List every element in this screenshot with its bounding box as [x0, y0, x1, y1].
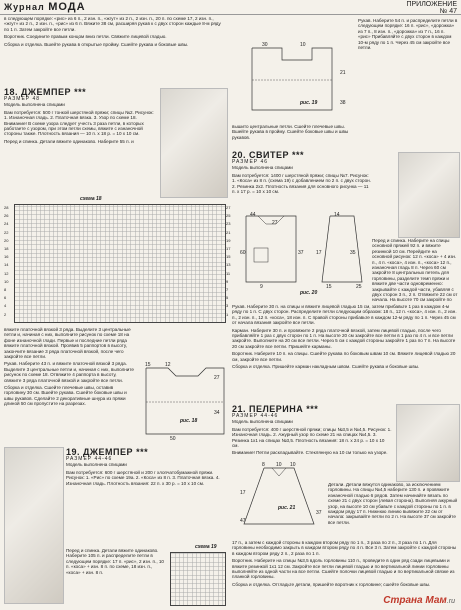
pattern-18-body: Вам потребуется: 500 г тонкой шерстяной пряжи; спицы №2. Рисунок: 1. Изнаночная гладь. 2. Платочная вязка. 3. Узор по схеме 18. Внимание! В схеме узора следует учесть 3 раза петли, в которых работаете с узором, при этом петли схемы, вяжите с изнаночной стороны также. Плотность вязания — 10 п. х 18 р. = 10 х 10 см.: [4, 109, 154, 137]
pattern-18-block: [4, 87, 154, 192]
pattern-20-body: Вам потребуется: 1400 г шерстяной пряжи; спицы №7. Рисунок: 1. «Коса» из 8 п. (схема 19) с добавлением по 2 п. с двух сторон. 2. Резинка 2х2. Плотность вязания для основного рисунка — 11 п. х 17 р. = 10 х 10 см.: [232, 172, 371, 195]
scheme-18-row-number-left: 10: [4, 278, 9, 284]
pattern-20-sleeve: Рукав. Наберите 30 п. на спицы и вяжите лицевой гладью 15 см, затем прибавьте 1 раз в каждом 4-м ряду по 1 п. С двух сторон. Распределите петли следующим образом: 18 п., 12 п. «коса», 4 изн. п., 2 изн. п., 2 изн. п., 12 п. «коса», 18 изн. п. С правой стороны прибавьте в каждом 12-м ряду по 1 п. Через 45 см от начала вязания закройте все петли.: [232, 304, 457, 326]
pattern-19-block: [66, 447, 226, 547]
pattern-18-design: Модель выполнена спицами: [4, 102, 65, 108]
scheme-18-row-number: 21: [226, 229, 231, 235]
scheme-18-row-number-left: 12: [4, 270, 9, 276]
scheme-18-row-number: 5: [226, 295, 229, 301]
scheme-18-row-number-left: 14: [4, 262, 9, 268]
pattern-20-assembly: Сборка и отделка. Пришейте карман накладным швом. Сшейте рукава и боковые швы.: [232, 364, 420, 370]
scheme-18-row-number: 3: [226, 303, 229, 309]
pattern-21-body: Вам потребуется: 400 г шерстяной пряжи; спицы №3,5 и №4,5. Рисунок: 1. Изнаночная гладь. 2. Ажурный узор по схеме 21 на спицах №4,5. 3. Резинка 1х1 на спицах №3,5. Плотность вязания: 18 п. х 24 р. = 10 х 10 см.: [232, 426, 392, 449]
pattern-18-size: РАЗМЕР 48: [4, 96, 41, 102]
scheme-18-row-number-left: 28: [4, 205, 9, 210]
pattern-21-design: Модель выполнена спицами: [232, 419, 293, 425]
assembly-instructions: Сборка и отделка. Вшейте рукава в открытые пройму. Сшейте рукава и боковые швы.: [4, 41, 189, 47]
scheme-18-row-number-left: 4: [4, 303, 7, 309]
figure-19-diagram: [232, 40, 342, 120]
scheme-18-row-number-left: 16: [4, 254, 9, 260]
pattern-18-front-back: Перед и спинка. Детали вяжите одинаково. Наберите 55 п. и: [4, 138, 134, 144]
figure-18-diagram: [138, 362, 226, 442]
collar-instructions: Воротник. Соедините правым концом вниз петли. Свяжите лицевой гладью.: [4, 34, 167, 40]
magazine-logo: Журнал МОДА: [4, 1, 86, 13]
pattern-21-title: 21. ПЕЛЕРИНА ***: [232, 404, 319, 414]
scheme-18-row-number: 23: [226, 221, 231, 227]
scheme-18-row-number-left: 2: [4, 311, 7, 317]
scheme-18-row-number: 7: [226, 287, 229, 292]
scheme-18-row-number: 27: [226, 205, 231, 210]
right-top-text: вышито центральные петли. Сшейте плечевые швы. Вшейте рукава в пройму. Сшейте боковые швы и швы рукавов.: [232, 124, 349, 140]
pattern-21-block: [232, 404, 392, 462]
page-header: [0, 0, 461, 15]
scheme-19-chart: [170, 552, 226, 606]
pattern-21-assembly: Сборка и отделка. Отгладьте детали, пришейте воротник к горловине; сшейте боковые швы.: [232, 581, 431, 587]
pattern-20-details: [232, 304, 458, 404]
pattern-20-design: Модель выполнена спицами: [232, 165, 293, 171]
pattern-18-sleeve: Рукав. Наберите 43 п. и вяжите платочной вязкой 3 ряда. Выделите 3 центральные петли и, начиная с них, выполните рисунок по схеме 18. Отвяжите 4 раппорта в высоту, свяжите 3 ряда платочной вязкой и закройте все петли.: [4, 361, 134, 383]
scheme-18-row-number: 17: [226, 246, 231, 251]
scheme-18-row-number: 9: [226, 278, 229, 284]
pattern-21-collar: Воротник. Наберите на спицы №3,5 вдоль горловины 110 п., проведите в один ряд сзади лицевыми и вяжите резинкой 1х1 12 см. Закройте все петли лицевой гладью и по вертикальной линии горловины выполняйте из одной части на все петли. Сшейте полочки лицевой гладью и по вертикальной связке из планкой горловины.: [232, 558, 455, 580]
scheme-18-row-number: 1: [226, 311, 229, 317]
scheme-18-row-number: 25: [226, 213, 231, 219]
scheme-18-row-number-left: 22: [4, 229, 9, 235]
pattern-20-photo: [398, 152, 460, 238]
scheme-18-label: схема 18: [80, 196, 102, 202]
scheme-18-row-number: 13: [226, 262, 231, 268]
scheme-18-row-number: 11: [226, 270, 231, 276]
pattern-20-block: [232, 150, 372, 212]
pattern-18-title: 18. ДЖЕМПЕР ***: [4, 87, 87, 97]
scheme-19-label: схема 19: [195, 544, 217, 550]
pattern-18-photo: [160, 88, 228, 198]
issue-info: ПРИЛОЖЕНИЕ № 47: [406, 1, 457, 15]
scheme-18-row-number-left: 8: [4, 287, 7, 292]
watermark: Страна Мам.ru: [383, 595, 455, 606]
pattern-19-sleeve: Рукав. Наберите 54 п. и распределите петли в следующем порядке: 16 п. «рис», «дорожка» из 7 п., 8 изн. п., «дорожка» из 7 п., 16 п. «рис» Прибавляйте с двух сторон в каждом 10-м ряду по 1 п. Через 45 см закройте все петли.: [358, 18, 458, 51]
sleeve-instructions-continued: в следующем порядке: «рис» из 6 п., 2 изн. п., «жгут» из 2 п., 2 изн. п., 20 п. по схеме 17, 2 изн. п., «жгут» из 2 п., 2 изн. п., «рис» из 6 п. Вяжите 38 см, расширяя рукав к с двух сторон каждые 8-м ряду по 1 п. Затем закройте все петли.: [4, 16, 221, 32]
pattern-19-title: 19. ДЖЕМПЕР ***: [66, 447, 149, 457]
scheme-18-row-number-left: 24: [4, 221, 9, 227]
pattern-20-collar: Воротник. Наберите 10 п. на спицы. Сшейте рукава по боковым швам 10 см. Вяжите лицевой гладью 20 см, закройте все петли.: [232, 351, 456, 362]
scheme-18-row-number: 15: [226, 254, 231, 260]
pattern-21-continued: [232, 540, 458, 594]
scheme-18-row-number-left: 20: [4, 237, 9, 243]
pattern-20-size: РАЗМЕР 46: [232, 159, 269, 165]
figure-21-diagram: [240, 464, 320, 536]
pattern-18-assembly: Сборка и отделка. Сшейте плечевые швы, оставив горловину 30 см. Вшейте рукава. Сшейте боковые швы и швы рукавов. Сделайте 2 декоративные шнура из пряжи длиной 50 см пропустите на разрезах.: [4, 385, 127, 407]
pattern-21-details: Детали. Детали вяжутся одинаково, за исключением горловины. На спицы №4,5 наберите 130 п. и провяжите изнаночной гладью 6 рядов. Затем начинайте вязать по схеме 21 с двух сторон (левая сторона). Выполняя ажурный узор, на высоте 10 см убавьте с каждой стороны по 1 п. в каждом ряду 17 п. Нижнюю линию вывяжите 22 см от начала: закрывайте петли по 2 п. На высоте 37 см закройте все петли.: [328, 482, 458, 525]
pattern-19-size: РАЗМЕР 44-46: [66, 456, 113, 462]
pattern-21-cont: 17 п., а затем с каждой стороны в каждом втором ряду по 1 п., 3 разa по 2 п., 3 раза по 1 п. Для горловины необходимо закрыть в каждом втором ряду по 4 п. Все 3 п. Затем закройте с каждой стороны в каждом втором ряду 2 п., 2 раза по 1 п.: [232, 540, 457, 556]
pattern-21-tip: Внимание! Петли раскладывайте. Стеклянную на 10 см только на узоре.: [232, 450, 388, 456]
pattern-18-body-continued: вяжите платочной вязкой 3 ряда. Выделите 3 центральные петли и, начиная с них, выполните рисунок по схеме 18 на фоне изнаночной глади. Первые и последние петли ряда вяжите платочной вязкой. Проявив 5 раппортов в высоту, закончите вязание 3 ряда платочной вязкой, после чего закройте все петли.: [4, 327, 131, 360]
pattern-21-photo: [396, 404, 460, 482]
pattern-19-photo: [4, 447, 64, 604]
scheme-18-row-number: 19: [226, 237, 231, 243]
scheme-18-row-number-left: 6: [4, 295, 7, 301]
top-left-text-block: [4, 16, 226, 86]
pattern-20-front-back: Перед и спинка. Наберите на спицы основной пряжей 92 п. и вяжите резинкой 10 см. Перейдите на основной рисунок: 12 п. «коса» + 4 изн. п., 4 п. «коса», 4 изн. п., «коса» 12 п., изнаночная гладь 8 п. Через 60 см закройте 8 центральных петель для горловины, разделите темп пряжи и вяжите две части одновременно: закрывайте с каждой части, убавляя с двух сторон 3 п., 2 п. Отвяжите 22 см от начала. На высоте 70 см закройте по: [372, 238, 458, 302]
pattern-19-front: Перед и спинка. Детали вяжите одинаково. Наберите 105 п. и распределите петли в следующем порядке: 17 п. «рис», 2 изн. п., 10 п. «коса» + изн. 8 п. по схеме, 18 изн. п., «коса» + изн. 8 п.: [66, 548, 164, 575]
scheme-18-row-number-left: 18: [4, 246, 9, 251]
pattern-19-design: Модель выполнена спицами: [66, 462, 127, 468]
scheme-18-row-number-left: 26: [4, 213, 9, 219]
pattern-20-pocket: Карман. Наберите 30 п. и провяжите 2 ряда платочной вязкой, затем лицевой гладью, после чего прибавляйте 1 раз с двух сторон по 1 п. На высоте 20 см закройте все петли в 1 раз по 4 п. и все петли закройте. Выполните на 20 см все петли. Через 5 см с каждой стороны закройте 1 раз по 7 п. На высоте 20 см закройте все петли. Пришейте карманы.: [232, 327, 456, 349]
pattern-20-title: 20. СВИТЕР ***: [232, 150, 305, 160]
pattern-21-size: РАЗМЕР 44-46: [232, 413, 279, 419]
pattern-19-body: Вам потребуется: 600 г шерстяной и 200 г хлопчатобумажной пряжи. Рисунок: 1. «Рис» по схеме 19а. 2. «Коса» из 8 п. 3. Платочная вязка. 4. Изнаночная гладь. Плотность вязания: 22 п. х 30 р. = 10 х 10 см.: [66, 469, 220, 486]
